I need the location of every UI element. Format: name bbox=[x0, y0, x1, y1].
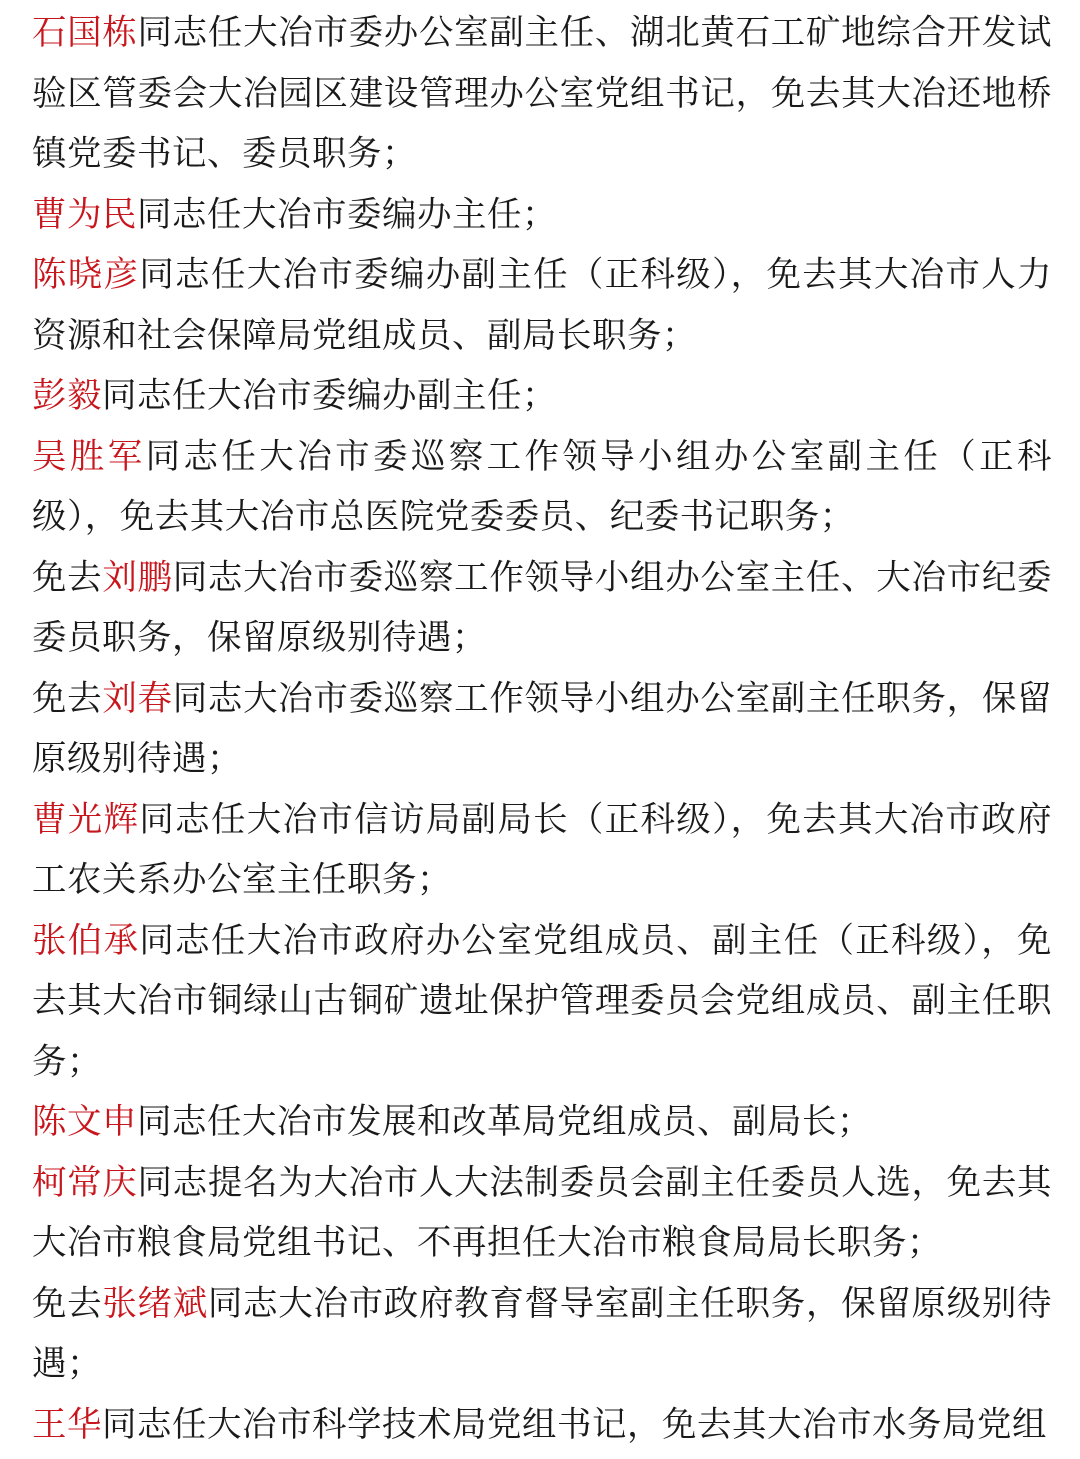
entry-text: 同志任大冶市委巡察工作领导小组办公室副主任（正科级），免去其大冶市总医院党委委员、纪委书记职务； bbox=[32, 436, 1052, 537]
person-name: 刘鹏 bbox=[102, 557, 173, 598]
entry-text: 同志提名为大冶市人大法制委员会副主任委员人选，免去其大冶市粮食局党组书记、不再担任大冶市粮食局局长职务； bbox=[32, 1162, 1053, 1263]
entry-cao-guanghui bbox=[32, 790, 1052, 911]
person-name: 吴胜军 bbox=[32, 436, 146, 477]
person-name: 柯常庆 bbox=[32, 1162, 138, 1203]
entry-peng-yi bbox=[32, 366, 1052, 427]
entry-cao-weimin bbox=[32, 185, 1052, 246]
entry-prefix: 免去 bbox=[32, 678, 103, 719]
person-name: 陈晓彦 bbox=[32, 255, 140, 295]
person-name: 张绪斌 bbox=[102, 1283, 208, 1324]
entry-text: 同志大冶市政府教育督导室副主任职务，保留原级别待遇； bbox=[32, 1283, 1053, 1384]
person-name: 王华 bbox=[32, 1404, 102, 1445]
entry-ke-changqing bbox=[32, 1153, 1052, 1274]
entry-text: 同志任大冶市委办公室副主任、湖北黄石工矿地综合开发试验区管委会大冶园区建设管理办公室党组书记，免去其大冶还地桥镇党委书记、委员职务； bbox=[32, 13, 1053, 174]
entry-prefix: 免去 bbox=[32, 557, 103, 598]
person-name: 陈文申 bbox=[32, 1102, 137, 1142]
person-name: 曹为民 bbox=[32, 194, 137, 235]
person-name: 张伯承 bbox=[32, 920, 140, 961]
entry-chen-xiaoyan bbox=[32, 245, 1052, 366]
entry-text: 同志任大冶市政府办公室党组成员、副主任（正科级），免去其大冶市铜绿山古铜矿遗址保护管理委员会党组成员、副主任职务； bbox=[32, 920, 1053, 1082]
entry-liu-peng bbox=[32, 548, 1052, 669]
person-name: 刘春 bbox=[102, 678, 173, 719]
entry-zhang-xubin bbox=[32, 1274, 1052, 1395]
entry-liu-chun bbox=[32, 669, 1052, 790]
entry-wu-shengjun bbox=[32, 427, 1052, 548]
entry-text: 同志大冶市委巡察工作领导小组办公室副主任职务，保留原级别待遇； bbox=[32, 678, 1053, 779]
entry-wang-hua bbox=[32, 1395, 1052, 1456]
entry-zhang-bocheng bbox=[32, 911, 1052, 1093]
entry-chen-wenshen bbox=[32, 1092, 1052, 1153]
entry-text: 同志任大冶市信访局副局长（正科级），免去其大冶市政府工农关系办公室主任职务； bbox=[32, 799, 1053, 900]
entry-shi-guodong bbox=[32, 3, 1052, 185]
entry-text: 同志任大冶市委编办副主任（正科级），免去其大冶市人力资源和社会保障局党组成员、副局长职务； bbox=[32, 255, 1053, 356]
entry-text: 同志任大冶市委编办副主任； bbox=[102, 376, 557, 416]
entry-text: 同志大冶市委巡察工作领导小组办公室主任、大冶市纪委委员职务，保留原级别待遇； bbox=[32, 557, 1053, 658]
person-name: 石国栋 bbox=[32, 13, 138, 53]
entry-text: 同志任大冶市委编办主任； bbox=[137, 194, 557, 235]
entry-text: 同志任大冶市科学技术局党组书记，免去其大冶市水务局党组 bbox=[102, 1404, 1047, 1445]
person-name: 曹光辉 bbox=[32, 799, 140, 840]
entry-text: 同志任大冶市发展和改革局党组成员、副局长； bbox=[137, 1102, 872, 1142]
person-name: 彭毅 bbox=[32, 376, 102, 416]
entry-prefix: 免去 bbox=[32, 1283, 103, 1324]
